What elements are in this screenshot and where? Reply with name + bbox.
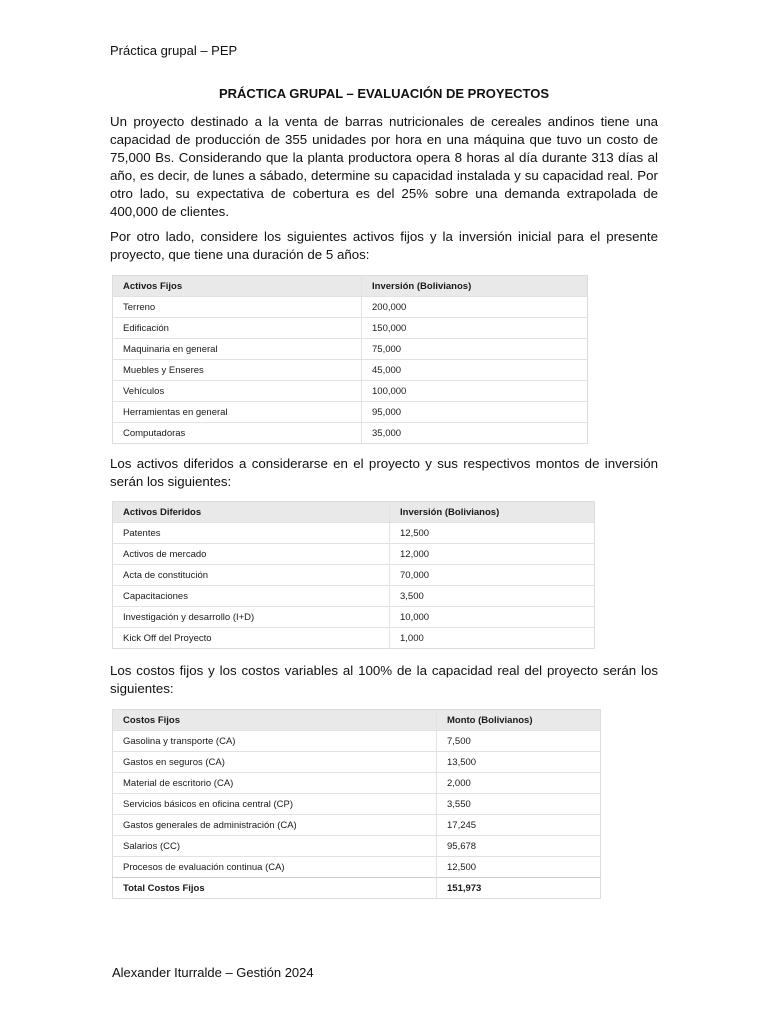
table-row xyxy=(113,381,588,402)
table-row xyxy=(113,794,601,815)
table-cell: Capacitaciones xyxy=(113,586,390,607)
table-row xyxy=(113,423,588,444)
document-title: PRÁCTICA GRUPAL – EVALUACIÓN DE PROYECTOS xyxy=(218,86,550,101)
column-header: Activos Diferidos xyxy=(113,502,390,523)
table-cell: Computadoras xyxy=(113,423,362,444)
table-cell: Maquinaria en general xyxy=(113,339,362,360)
table-row xyxy=(113,544,595,565)
table-cell: 151,973 xyxy=(437,878,601,899)
table-cell: Herramientas en general xyxy=(113,402,362,423)
fixed-costs-table xyxy=(112,709,601,899)
table-cell: Servicios básicos en oficina central (CP) xyxy=(113,794,437,815)
table-row xyxy=(113,752,601,773)
table-row xyxy=(113,607,595,628)
table-row xyxy=(113,815,601,836)
table-cell: Gastos en seguros (CA) xyxy=(113,752,437,773)
table-cell: 7,500 xyxy=(437,731,601,752)
table-cell: Total Costos Fijos xyxy=(113,878,437,899)
table-cell: 70,000 xyxy=(390,565,595,586)
paragraph-costs-intro: Los costos fijos y los costos variables al 100% de la capacidad real del proyecto serán los siguientes: xyxy=(110,663,658,696)
table-cell: 75,000 xyxy=(362,339,588,360)
table-row xyxy=(113,628,595,649)
table-cell: Patentes xyxy=(113,523,390,544)
page-header: Práctica grupal – PEP xyxy=(110,43,238,58)
table-cell: 95,000 xyxy=(362,402,588,423)
table-row xyxy=(113,360,588,381)
table-cell: Muebles y Enseres xyxy=(113,360,362,381)
table-cell: Edificación xyxy=(113,318,362,339)
table-cell: Activos de mercado xyxy=(113,544,390,565)
table-row xyxy=(113,339,588,360)
table-header-row xyxy=(113,710,601,731)
table-row xyxy=(113,773,601,794)
table-cell: 200,000 xyxy=(362,297,588,318)
column-header: Costos Fijos xyxy=(113,710,437,731)
table-cell: Salarios (CC) xyxy=(113,836,437,857)
column-header: Inversión (Bolivianos) xyxy=(362,276,588,297)
table-cell: Gasolina y transporte (CA) xyxy=(113,731,437,752)
table-cell: 150,000 xyxy=(362,318,588,339)
table-cell: Kick Off del Proyecto xyxy=(113,628,390,649)
table-cell: 2,000 xyxy=(437,773,601,794)
table-header-row xyxy=(113,502,595,523)
table-cell: Acta de constitución xyxy=(113,565,390,586)
paragraph-deferred-assets-intro: Los activos diferidos a considerarse en el proyecto y sus respectivos montos de inversión serán los siguientes: xyxy=(110,456,658,489)
column-header: Monto (Bolivianos) xyxy=(437,710,601,731)
table-cell: Material de escritorio (CA) xyxy=(113,773,437,794)
table-cell: Terreno xyxy=(113,297,362,318)
table-row xyxy=(113,565,595,586)
column-header: Activos Fijos xyxy=(113,276,362,297)
table-cell: 12,000 xyxy=(390,544,595,565)
table-cell: 35,000 xyxy=(362,423,588,444)
deferred-assets-table xyxy=(112,501,595,649)
table-row xyxy=(113,731,601,752)
table-row xyxy=(113,297,588,318)
table-row xyxy=(113,586,595,607)
fixed-assets-table xyxy=(112,275,588,444)
table-cell: Investigación y desarrollo (I+D) xyxy=(113,607,390,628)
paragraph-fixed-assets-intro: Por otro lado, considere los siguientes activos fijos y la inversión inicial para el presente proyecto, que tiene una duración de 5 años: xyxy=(110,229,658,262)
table-cell: 100,000 xyxy=(362,381,588,402)
table-cell: 95,678 xyxy=(437,836,601,857)
page-footer: Alexander Iturralde – Gestión 2024 xyxy=(112,965,314,980)
table-row xyxy=(113,857,601,878)
table-cell: Gastos generales de administración (CA) xyxy=(113,815,437,836)
table-cell: 3,500 xyxy=(390,586,595,607)
table-cell: 17,245 xyxy=(437,815,601,836)
table-row xyxy=(113,318,588,339)
table-cell: Procesos de evaluación continua (CA) xyxy=(113,857,437,878)
table-header-row xyxy=(113,276,588,297)
table-row xyxy=(113,523,595,544)
table-cell: 13,500 xyxy=(437,752,601,773)
table-cell: 1,000 xyxy=(390,628,595,649)
table-row xyxy=(113,836,601,857)
table-cell: 3,550 xyxy=(437,794,601,815)
table-cell: 10,000 xyxy=(390,607,595,628)
table-cell: Vehículos xyxy=(113,381,362,402)
paragraph-problem-statement: Un proyecto destinado a la venta de barras nutricionales de cereales andinos tiene una capacidad de producción de 355 unidades por hora en una máquina que tuvo un costo de 75,000 Bs. Considerando que la planta productora opera 8 horas al día durante 313 días al año, es decir, de lunes a sábado, determine su capacidad instalada y su capacidad real. Por otro lado, su expectativa de cobertura es del 25% sobre una demanda extrapolada de 400,000 de clientes. xyxy=(110,114,658,219)
table-row xyxy=(113,402,588,423)
table-cell: 12,500 xyxy=(390,523,595,544)
table-total-row xyxy=(113,878,601,899)
table-cell: 12,500 xyxy=(437,857,601,878)
column-header: Inversión (Bolivianos) xyxy=(390,502,595,523)
table-cell: 45,000 xyxy=(362,360,588,381)
